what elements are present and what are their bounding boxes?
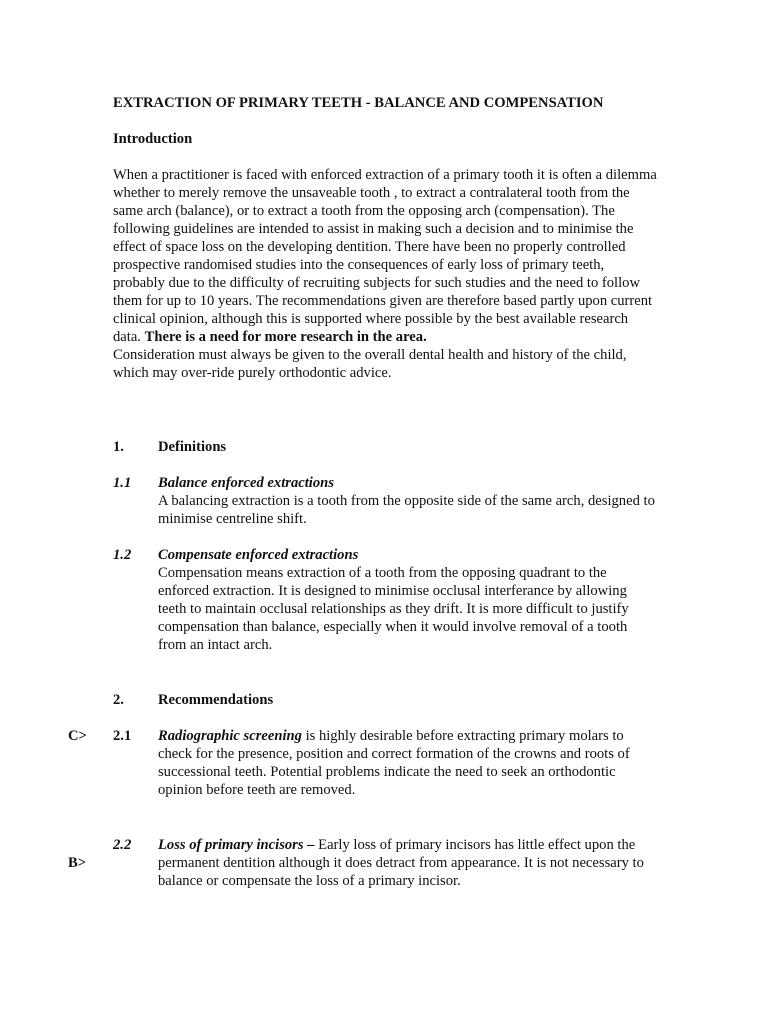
item-2-2-lead: Loss of primary incisors – [158, 837, 315, 853]
item-2-1-grade: C> [68, 728, 87, 744]
intro-paragraph-text: When a practitioner is faced with enforced extraction of a primary tooth it is often a dilemma whether to merely remove the unsaveable tooth , to extract a contralateral tooth from the same arch (balance), or to extract a tooth from the opposing arch (compensation). The following guidelines are intended to assist in making such a decision and to minimise the effect of space loss on the developing dentition. There have been no properly controlled prospective randomised studies into the consequences of early loss of primary teeth, probably due to the difficulty of recruiting subjects for such studies and the need to follow them for up to 10 years. The recommendations given are therefore based partly upon current clinical opinion, although this is supported where possible by the best available research data. [113, 167, 657, 345]
item-2-2-grade: B> [68, 855, 87, 871]
item-2-1-body [158, 727, 658, 799]
document-title: EXTRACTION OF PRIMARY TEETH - BALANCE AND COMPENSATION [113, 95, 604, 111]
intro-paragraph [113, 166, 658, 346]
intro-body [113, 166, 658, 382]
item-1-2-heading: Compensate enforced extractions [158, 547, 359, 563]
item-2-2-text: Early loss of primary incisors has little effect upon the permanent dentition although it does detract from appearance. It is not necessary to balance or compensate the loss of a primary incisor. [158, 837, 644, 889]
item-2-1-lead: Radiographic screening [158, 728, 302, 744]
item-2-2-body [158, 836, 658, 890]
item-2-1-text-rest: check for the presence, position and correct formation of the crowns and roots of successional teeth. Potential problems indicate the need to seek an orthodontic opinion before teeth are removed. [158, 746, 630, 798]
intro-emphasis: There is a need for more research in the area. [144, 329, 427, 345]
section-1-heading: Definitions [158, 439, 227, 455]
section-1-number: 1. [113, 439, 124, 455]
item-1-2-body: Compensation means extraction of a tooth from the opposing quadrant to the enforced extraction. It is designed to minimise occlusal interferance by allowing teeth to maintain occlusal relationships as they drift. It is more difficult to justify compensation than balance, especially when it would involve removal of a tooth from an intact arch. [158, 565, 629, 653]
section-2-heading: Recommendations [158, 692, 274, 708]
item-1-1-body: A balancing extraction is a tooth from the opposite side of the same arch, designed to minimise centreline shift. [158, 493, 655, 527]
item-2-2-number: 2.2 [113, 837, 132, 853]
item-2-1-text-line1: is highly desirable before extracting primary molars to [301, 728, 624, 744]
item-2-1-number: 2.1 [113, 728, 132, 744]
section-2-number: 2. [113, 692, 124, 708]
intro-second-paragraph: Consideration must always be given to the overall dental health and history of the child, which may over-ride purely orthodontic advice. [113, 347, 627, 381]
item-1-1-heading: Balance enforced extractions [158, 475, 334, 491]
item-1-2-number: 1.2 [113, 547, 132, 563]
item-1-1-number: 1.1 [113, 475, 132, 491]
intro-heading: Introduction [113, 131, 193, 147]
